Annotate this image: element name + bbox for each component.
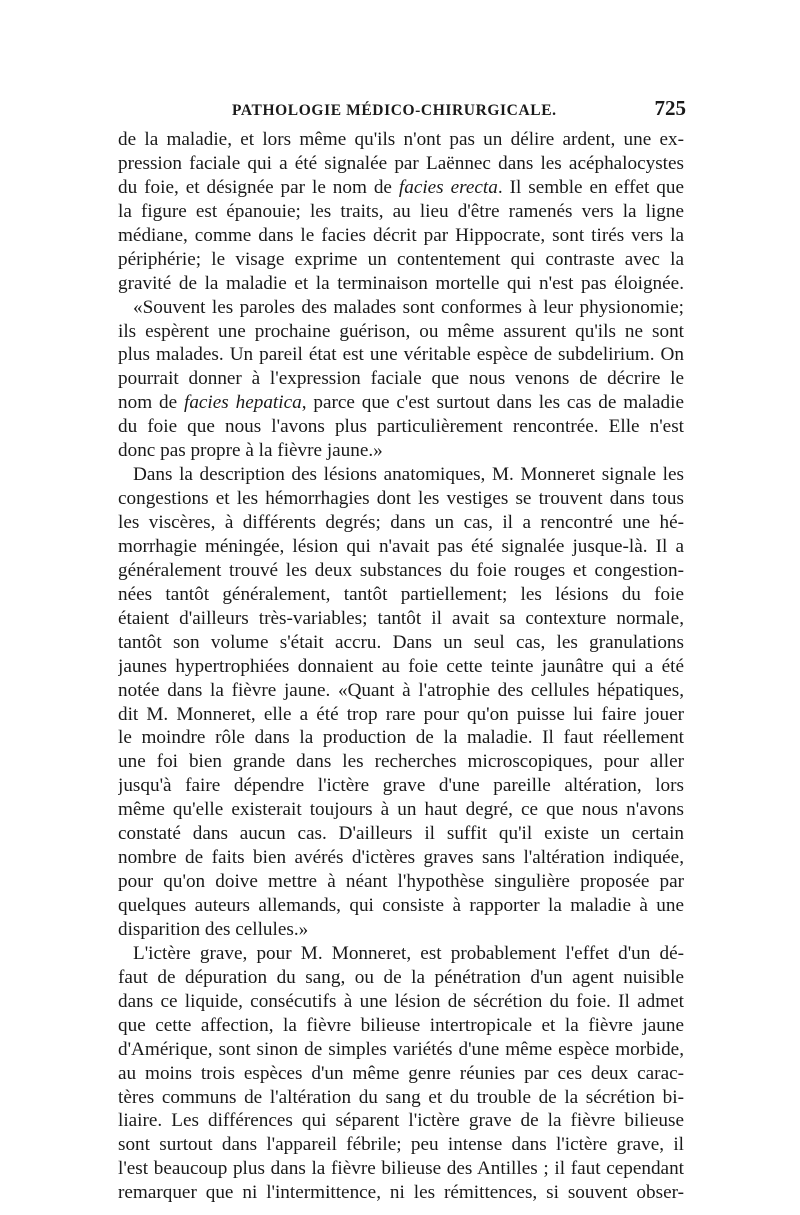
text-line: nom de facies hepatica, parce que c'est surtout dans les cas de maladie xyxy=(118,392,684,414)
page-number: 725 xyxy=(654,96,686,120)
text-line: même qu'elle existerait toujours à un haut degré, ce que nous n'avons xyxy=(118,799,684,821)
text-line: tantôt son volume s'était accru. Dans un seul cas, les granulations xyxy=(118,631,684,653)
text-line: pourrait donner à l'expression faciale que nous venons de décrire le xyxy=(118,368,684,390)
text-line: le moindre rôle dans la production de la maladie. Il faut réellement xyxy=(118,727,684,749)
text-line: périphérie; le visage exprime un contentement qui contraste avec la xyxy=(118,248,684,270)
text-line: d'Amérique, sont sinon de simples variétés d'une même espèce morbide, xyxy=(118,1038,684,1060)
text-line: au moins trois espèces d'un même genre réunies par ces deux carac- xyxy=(118,1062,684,1084)
text-line: la figure est épanouie; les traits, au lieu d'être ramenés vers la ligne xyxy=(118,200,684,222)
text-line: Dans la description des lésions anatomiques, M. Monneret signale les xyxy=(133,464,684,486)
text-line: tères communs de l'altération du sang et du trouble de la sécrétion bi- xyxy=(118,1086,684,1108)
text-line: étaient d'ailleurs très-variables; tantôt il avait sa contexture normale, xyxy=(118,607,684,629)
text-line: médiane, comme dans le facies décrit par Hippocrate, sont tirés vers la xyxy=(118,224,684,246)
running-title: PATHOLOGIE MÉDICO-CHIRURGICALE. xyxy=(232,102,557,119)
text-line: nombre de faits bien avérés d'ictères graves sans l'altération indiquée, xyxy=(118,847,684,869)
text-line: morrhagie méningée, lésion qui n'avait pas été signalée jusque-là. Il a xyxy=(118,535,684,557)
text-line: constaté dans aucun cas. D'ailleurs il suffit qu'il existe un certain xyxy=(118,823,684,845)
text-line: jusqu'à faire dépendre l'ictère grave d'une pareille altération, lors xyxy=(118,775,684,797)
body-text xyxy=(118,128,684,1205)
text-line: ils espèrent une prochaine guérison, ou même assurent qu'ils ne sont xyxy=(118,320,684,342)
text-line: faut de dépuration du sang, ou de la pénétration d'un agent nuisible xyxy=(118,966,684,988)
text-line: pression faciale qui a été signalée par Laënnec dans les acéphalocystes xyxy=(118,152,684,174)
text-line: pour qu'on doive mettre à néant l'hypothèse singulière proposée par xyxy=(118,871,684,893)
text-line: du foie que nous l'avons plus particulièrement rencontrée. Elle n'est xyxy=(118,416,684,438)
text-line: donc pas propre à la fièvre jaune.» xyxy=(118,440,383,462)
text-line: de la maladie, et lors même qu'ils n'ont pas un délire ardent, une ex- xyxy=(118,129,684,150)
text-line: dit M. Monneret, elle a été trop rare pour qu'on puisse lui faire jouer xyxy=(118,703,684,725)
text-line: L'ictère grave, pour M. Monneret, est probablement l'effet d'un dé- xyxy=(133,942,684,964)
text-line: remarquer que ni l'intermittence, ni les rémittences, si souvent obser- xyxy=(118,1182,684,1204)
page-header xyxy=(118,96,686,126)
text-line: l'est beaucoup plus dans la fièvre bilieuse des Antilles ; il faut cependant xyxy=(118,1158,684,1180)
text-line: gravité de la maladie et la terminaison mortelle qui n'est pas éloignée. xyxy=(118,272,684,294)
text-line: congestions et les hémorrhagies dont les vestiges se trouvent dans tous xyxy=(118,488,684,510)
text-line: «Souvent les paroles des malades sont conformes à leur physionomie; xyxy=(133,296,684,318)
text-line: que cette affection, la fièvre bilieuse intertropicale et la fièvre jaune xyxy=(118,1014,684,1036)
text-line: quelques auteurs allemands, qui consiste à rapporter la maladie à une xyxy=(118,895,684,916)
text-line: notée dans la fièvre jaune. «Quant à l'atrophie des cellules hépatiques, xyxy=(118,679,684,701)
text-line: une foi bien grande dans les recherches microscopiques, pour aller xyxy=(118,751,684,773)
text-line: liaire. Les différences qui séparent l'ictère grave de la fièvre bilieuse xyxy=(118,1110,684,1132)
text-line: jaunes hypertrophiées donnaient au foie cette teinte jaunâtre qui a été xyxy=(118,655,684,677)
text-line: plus malades. Un pareil état est une véritable espèce de subdelirium. On xyxy=(118,344,684,366)
text-line: dans ce liquide, consécutifs à une lésion de sécrétion du foie. Il admet xyxy=(118,990,684,1012)
text-line: du foie, et désignée par le nom de facies erecta. Il semble en effet que xyxy=(118,176,684,198)
text-line: sont surtout dans l'appareil fébrile; peu intense dans l'ictère grave, il xyxy=(118,1134,684,1156)
text-line: les viscères, à différents degrés; dans un cas, il a rencontré une hé- xyxy=(118,512,684,533)
text-line: disparition des cellules.» xyxy=(118,918,309,940)
text-line: nées tantôt généralement, tantôt partiellement; les lésions du foie xyxy=(118,583,684,605)
text-line: généralement trouvé les deux substances du foie rouges et congestion- xyxy=(118,559,684,581)
